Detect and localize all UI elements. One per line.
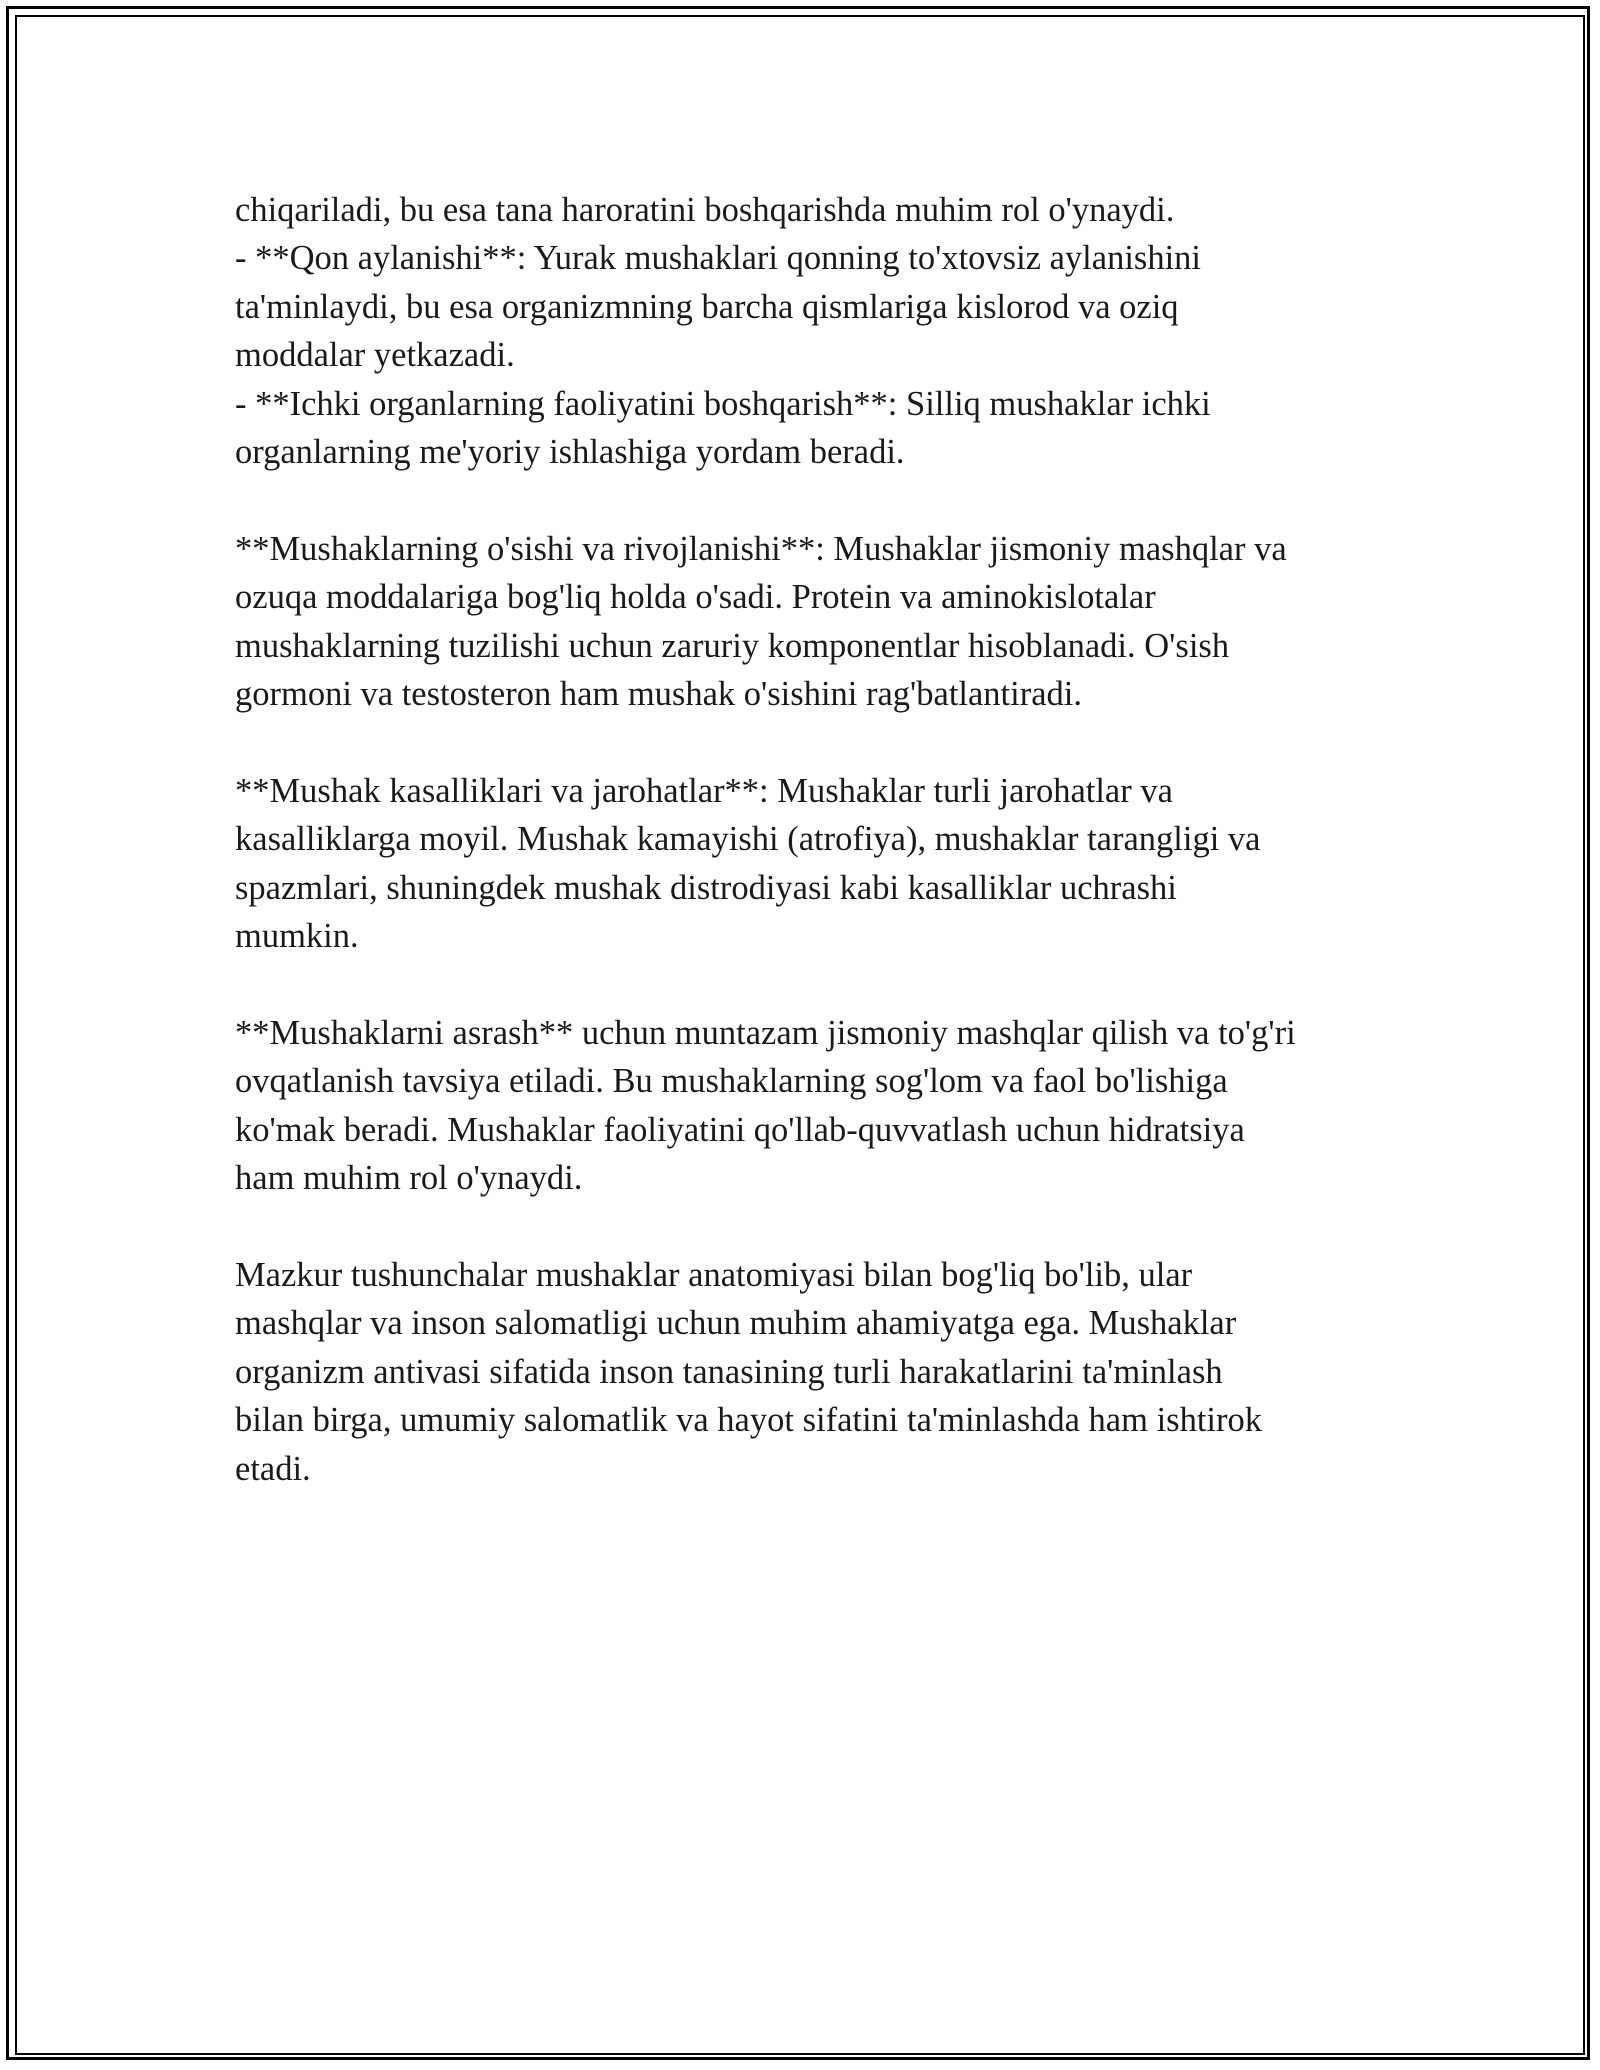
paragraph-gap bbox=[235, 1202, 1395, 1250]
text-line: ozuqa moddalariga bog'liq holda o'sadi. Protein va aminokislotalar bbox=[235, 578, 1156, 617]
text-line: **Mushaklarning o'sishi va rivojlanishi**: Mushaklar jismoniy mashqlar va bbox=[235, 529, 1287, 568]
text-line: mumkin. bbox=[235, 917, 359, 956]
text-line: moddalar yetkazadi. bbox=[235, 336, 515, 375]
text-line: spazmlari, shuningdek mushak distrodiyasi kabi kasalliklar uchrashi bbox=[235, 868, 1177, 907]
text-line: Mazkur tushunchalar mushaklar anatomiyasi bilan bog'liq bo'lib, ular bbox=[235, 1255, 1193, 1294]
text-line: **Mushaklarni asrash** uchun muntazam jismoniy mashqlar qilish va to'g'ri bbox=[235, 1013, 1296, 1052]
text-line: organlarning me'yoriy ishlashiga yordam beradi. bbox=[235, 433, 905, 472]
text-line: kasalliklarga moyil. Mushak kamayishi (atrofiya), mushaklar tarangligi va bbox=[235, 820, 1261, 859]
text-line: - **Qon aylanishi**: Yurak mushaklari qonning to'xtovsiz aylanishini bbox=[235, 239, 1202, 278]
paragraph-gap bbox=[235, 718, 1395, 766]
text-line: etadi. bbox=[235, 1449, 311, 1488]
text-line: ko'mak beradi. Mushaklar faoliyatini qo'llab-quvvatlash uchun hidratsiya bbox=[235, 1110, 1245, 1149]
document-text bbox=[235, 186, 1395, 1493]
text-line: bilan birga, umumiy salomatlik va hayot sifatini ta'minlashda ham ishtirok bbox=[235, 1401, 1262, 1440]
text-line: organizm antivasi sifatida inson tanasining turli harakatlarini ta'minlash bbox=[235, 1352, 1223, 1391]
text-line: - **Ichki organlarning faoliyatini boshqarish**: Silliq mushaklar ichki bbox=[235, 384, 1211, 423]
text-line: ovqatlanish tavsiya etiladi. Bu mushaklarning sog'lom va faol bo'lishiga bbox=[235, 1062, 1228, 1101]
text-line: ta'minlaydi, bu esa organizmning barcha qismlariga kislorod va oziq bbox=[235, 287, 1179, 326]
text-line: mushaklarning tuzilishi uchun zaruriy komponentlar hisoblanadi. O'sish bbox=[235, 626, 1230, 665]
paragraph-gap bbox=[235, 960, 1395, 1008]
text-line: chiqariladi, bu esa tana haroratini boshqarishda muhim rol o'ynaydi. bbox=[235, 191, 1175, 229]
text-line: ham muhim rol o'ynaydi. bbox=[235, 1159, 583, 1198]
text-line: gormoni va testosteron ham mushak o'sishini rag'batlantiradi. bbox=[235, 675, 1082, 714]
text-line: **Mushak kasalliklari va jarohatlar**: Mushaklar turli jarohatlar va bbox=[235, 771, 1173, 810]
text-line: mashqlar va inson salomatligi uchun muhim ahamiyatga ega. Mushaklar bbox=[235, 1304, 1237, 1343]
paragraph-gap bbox=[235, 476, 1395, 524]
